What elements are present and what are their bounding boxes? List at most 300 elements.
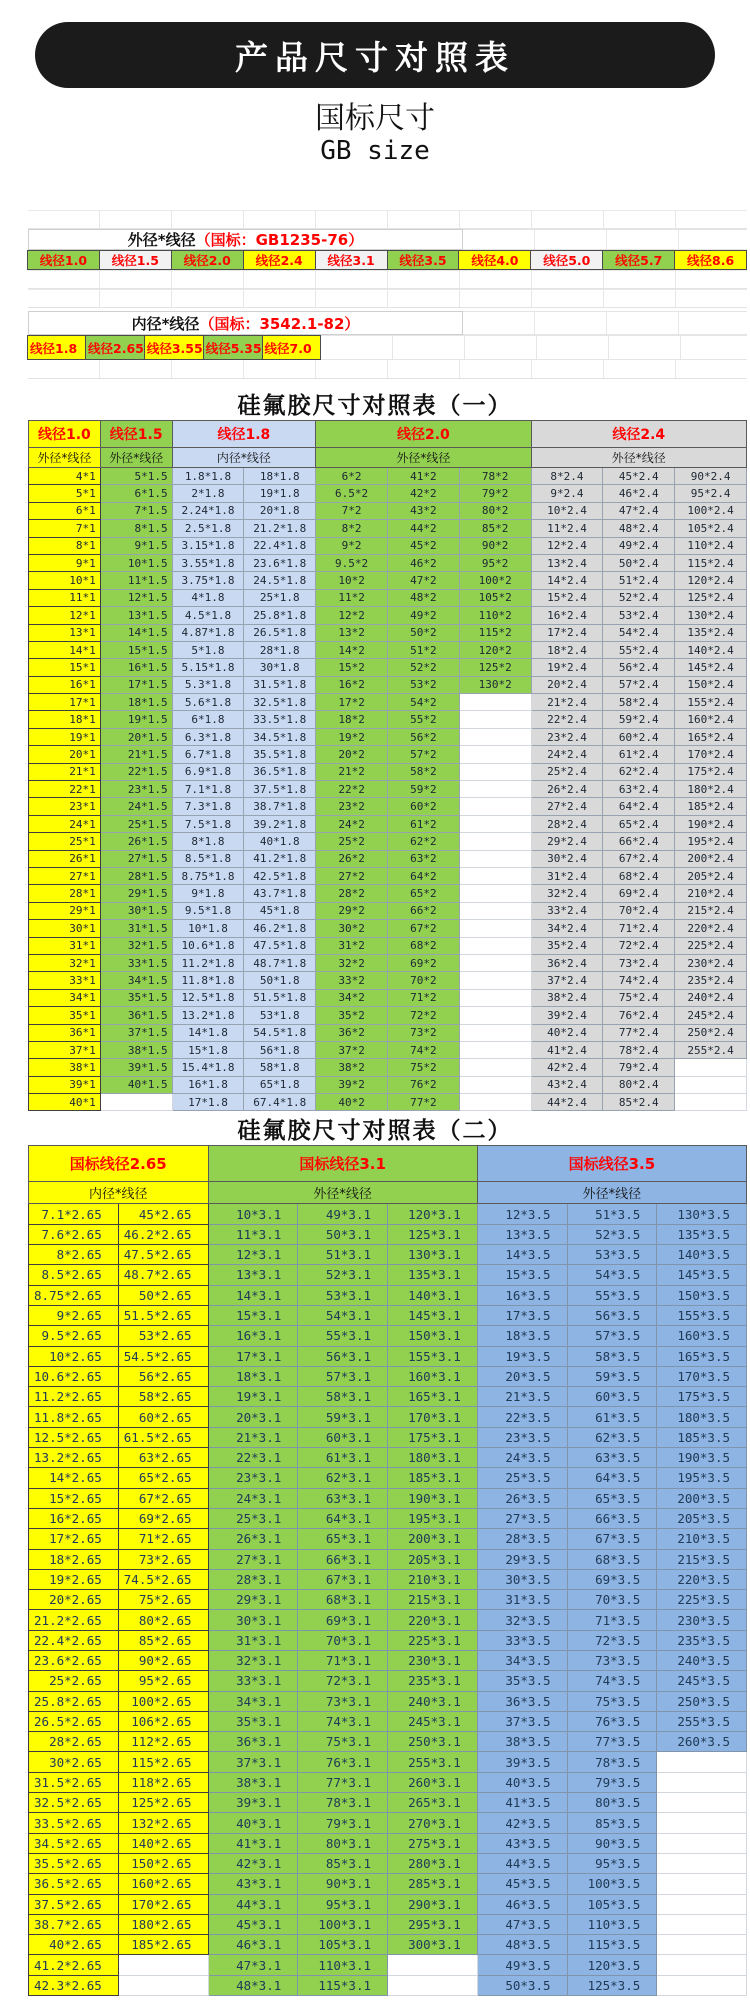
size-cell: 175*2.4 — [675, 763, 747, 780]
size-cell: 25*3.1 — [208, 1508, 298, 1528]
size-cell: 210*3.5 — [657, 1529, 747, 1549]
size-cell: 47.5*1.8 — [244, 937, 316, 954]
size-cell: 95*2.4 — [675, 485, 747, 502]
size-cell: 71*2.4 — [603, 920, 675, 937]
size-cell: 55*2.4 — [603, 641, 675, 658]
table-row — [29, 1772, 747, 1792]
size-cell: 56*2.4 — [603, 659, 675, 676]
size-cell: 11.8*1.8 — [172, 972, 244, 989]
size-cell: 8*1.8 — [172, 833, 244, 850]
col-group-subtitle: 外径*线径 — [208, 1182, 477, 1204]
size-cell: 17*2.65 — [29, 1529, 119, 1549]
size-cell: 49*2.4 — [603, 537, 675, 554]
size-cell: 31*3.5 — [477, 1590, 567, 1610]
size-cell: 75*2.65 — [118, 1590, 208, 1610]
table-row — [29, 1204, 747, 1224]
size-cell: 15*1.8 — [172, 1041, 244, 1058]
col-group-label: 线径2.4 — [531, 421, 746, 448]
size-cell — [459, 1094, 531, 1111]
size-cell: 28*2.4 — [531, 815, 603, 832]
size-cell: 80*2.65 — [118, 1610, 208, 1630]
size-cell: 61*2.4 — [603, 746, 675, 763]
size-cell: 32*3.1 — [208, 1650, 298, 1670]
wire-size-header: 线径8.6 — [674, 250, 747, 270]
size-cell: 9.5*2 — [316, 554, 388, 571]
size-cell: 155*2.4 — [675, 694, 747, 711]
size-cell: 52*3.1 — [298, 1265, 388, 1285]
size-cell: 29*2 — [316, 902, 388, 919]
size-cell: 29*2.4 — [531, 833, 603, 850]
size-cell: 20*3.5 — [477, 1366, 567, 1386]
size-cell: 24.5*1.8 — [244, 572, 316, 589]
size-cell: 11*3.1 — [208, 1224, 298, 1244]
size-cell: 19*3.1 — [208, 1387, 298, 1407]
size-cell — [459, 867, 531, 884]
size-cell: 68*3.1 — [298, 1590, 388, 1610]
size-cell: 16*2 — [316, 676, 388, 693]
table-row — [29, 1326, 747, 1346]
size-cell: 225*3.1 — [388, 1630, 478, 1650]
table-row — [29, 520, 747, 537]
size-cell: 44*3.5 — [477, 1853, 567, 1873]
size-cell: 2*1.8 — [172, 485, 244, 502]
table-row — [29, 624, 747, 641]
size-cell: 11*1.5 — [100, 572, 172, 589]
size-cell: 2.24*1.8 — [172, 502, 244, 519]
table-row — [29, 1366, 747, 1386]
table-row — [29, 850, 747, 867]
wire-size-header: 线径2.4 — [243, 250, 316, 270]
size-cell: 135*3.1 — [388, 1265, 478, 1285]
size-cell: 70*3.1 — [298, 1630, 388, 1650]
size-cell: 67*2.4 — [603, 850, 675, 867]
size-cell: 44*2 — [387, 520, 459, 537]
size-cell: 38.7*2.65 — [29, 1914, 119, 1934]
size-cell — [459, 746, 531, 763]
size-cell: 34*3.5 — [477, 1650, 567, 1670]
size-cell: 95*2.65 — [118, 1671, 208, 1691]
size-cell — [459, 989, 531, 1006]
table-row — [29, 1752, 747, 1772]
size-cell: 68*2.4 — [603, 867, 675, 884]
size-cell: 90*3.5 — [567, 1833, 657, 1853]
size-cell: 18*2.65 — [29, 1549, 119, 1569]
size-cell: 210*2.4 — [675, 885, 747, 902]
size-cell: 112*2.65 — [118, 1732, 208, 1752]
size-cell: 42*2 — [387, 485, 459, 502]
size-cell: 13*3.5 — [477, 1224, 567, 1244]
size-cell: 41*3.1 — [208, 1833, 298, 1853]
size-cell: 145*3.5 — [657, 1265, 747, 1285]
size-cell: 53*2.65 — [118, 1326, 208, 1346]
size-cell: 56*3.1 — [298, 1346, 388, 1366]
size-cell — [100, 1094, 172, 1111]
table-row — [29, 468, 747, 485]
size-cell: 23.6*2.65 — [29, 1650, 119, 1670]
size-cell: 16*1.5 — [100, 659, 172, 676]
wire-size-header: 线径1.0 — [27, 250, 100, 270]
size-cell: 47*3.5 — [477, 1914, 567, 1934]
table-row — [29, 711, 747, 728]
size-cell: 23*1.5 — [100, 781, 172, 798]
size-cell: 165*3.1 — [388, 1387, 478, 1407]
size-cell: 38*2 — [316, 1059, 388, 1076]
size-cell: 8*1 — [29, 537, 101, 554]
size-cell: 32.5*1.8 — [244, 694, 316, 711]
size-cell: 18*3.1 — [208, 1366, 298, 1386]
size-cell: 24*3.5 — [477, 1448, 567, 1468]
col-group-label: 国标线径3.5 — [477, 1146, 746, 1182]
size-cell: 230*3.5 — [657, 1610, 747, 1630]
size-cell: 26.5*2.65 — [29, 1711, 119, 1731]
size-cell: 34.5*1.8 — [244, 728, 316, 745]
size-cell — [657, 1955, 747, 1975]
size-cell — [459, 763, 531, 780]
size-cell: 9.5*2.65 — [29, 1326, 119, 1346]
size-cell: 53*3.1 — [298, 1285, 388, 1305]
size-cell — [657, 1793, 747, 1813]
size-cell: 46.2*1.8 — [244, 920, 316, 937]
size-cell: 25*1.8 — [244, 589, 316, 606]
size-cell: 30*2.4 — [531, 850, 603, 867]
table-row — [29, 1590, 747, 1610]
size-cell: 19*2 — [316, 728, 388, 745]
table-row — [29, 1024, 747, 1041]
size-cell: 85*2.65 — [118, 1630, 208, 1650]
col-group-label: 线径1.0 — [29, 421, 101, 448]
size-cell: 45*3.5 — [477, 1874, 567, 1894]
size-cell: 18*1.5 — [100, 694, 172, 711]
size-cell: 42.3*2.65 — [29, 1975, 119, 1995]
size-cell: 180*2.4 — [675, 781, 747, 798]
size-cell — [675, 1094, 747, 1111]
size-cell: 15*1 — [29, 659, 101, 676]
size-cell: 65*2.65 — [118, 1468, 208, 1488]
size-cell: 58*1.8 — [244, 1059, 316, 1076]
size-cell: 160*3.1 — [388, 1366, 478, 1386]
size-cell: 7.1*2.65 — [29, 1204, 119, 1224]
table-row — [29, 1955, 747, 1975]
size-cell: 34.5*2.65 — [29, 1833, 119, 1853]
size-cell: 25*1 — [29, 833, 101, 850]
size-cell: 36*2 — [316, 1024, 388, 1041]
table-row — [29, 1285, 747, 1305]
empty-grid-row — [28, 360, 747, 379]
size-cell: 67*2.65 — [118, 1488, 208, 1508]
size-cell: 118*2.65 — [118, 1772, 208, 1792]
table-row — [29, 1894, 747, 1914]
size-cell: 250*2.4 — [675, 1024, 747, 1041]
size-cell: 43.7*1.8 — [244, 885, 316, 902]
size-cell: 51.5*2.65 — [118, 1305, 208, 1325]
size-cell: 95*3.1 — [298, 1894, 388, 1914]
size-cell: 48*2 — [387, 589, 459, 606]
size-cell: 14*3.5 — [477, 1245, 567, 1265]
page-banner — [35, 22, 715, 88]
size-cell: 4.87*1.8 — [172, 624, 244, 641]
size-cell: 77*3.5 — [567, 1732, 657, 1752]
size-cell: 62*2 — [387, 833, 459, 850]
wire-size-header: 线径2.65 — [85, 335, 145, 360]
size-cell: 63*3.5 — [567, 1448, 657, 1468]
size-cell — [657, 1975, 747, 1995]
size-cell: 36*1 — [29, 1024, 101, 1041]
size-cell: 115*2.65 — [118, 1752, 208, 1772]
size-cell: 130*2.4 — [675, 607, 747, 624]
size-cell: 145*3.1 — [388, 1305, 478, 1325]
size-cell: 180*3.5 — [657, 1407, 747, 1427]
table-row — [29, 1041, 747, 1058]
size-cell: 71*2.65 — [118, 1529, 208, 1549]
size-cell: 26*1.5 — [100, 833, 172, 850]
table-row — [29, 1305, 747, 1325]
col-group-subtitle: 内径*线径 — [29, 1182, 209, 1204]
size-cell: 14*1.8 — [172, 1024, 244, 1041]
size-cell: 34*2 — [316, 989, 388, 1006]
size-cell: 44*3.1 — [208, 1894, 298, 1914]
size-cell: 18*1.8 — [244, 468, 316, 485]
size-cell: 49*2 — [387, 607, 459, 624]
table-row — [29, 1569, 747, 1589]
size-cell: 60*2 — [387, 798, 459, 815]
size-cell: 130*3.1 — [388, 1245, 478, 1265]
size-cell — [118, 1975, 208, 1995]
size-cell: 132*2.65 — [118, 1813, 208, 1833]
size-cell: 27*3.5 — [477, 1508, 567, 1528]
size-cell: 44*2.4 — [531, 1094, 603, 1111]
size-cell: 255*3.1 — [388, 1752, 478, 1772]
size-cell: 79*2.4 — [603, 1059, 675, 1076]
size-cell: 170*3.1 — [388, 1407, 478, 1427]
size-cell: 80*3.5 — [567, 1793, 657, 1813]
size-cell: 58*2.65 — [118, 1387, 208, 1407]
size-cell: 8*2.65 — [29, 1245, 119, 1265]
col-group-subtitle: 外径*线径 — [29, 448, 101, 468]
size-cell: 3.75*1.8 — [172, 572, 244, 589]
size-cell: 64*3.1 — [298, 1508, 388, 1528]
size-cell: 190*3.5 — [657, 1448, 747, 1468]
size-cell: 270*3.1 — [388, 1813, 478, 1833]
size-cell: 26*3.1 — [208, 1529, 298, 1549]
size-cell: 61.5*2.65 — [118, 1427, 208, 1447]
size-cell: 73*2 — [387, 1024, 459, 1041]
size-cell: 45*2 — [387, 537, 459, 554]
size-cell: 57*3.1 — [298, 1366, 388, 1386]
size-cell: 15*1.5 — [100, 641, 172, 658]
size-cell: 85*2.4 — [603, 1094, 675, 1111]
table1-title: 硅氟胶尺寸对照表（一） — [237, 393, 513, 419]
size-cell — [459, 1007, 531, 1024]
size-cell: 135*3.5 — [657, 1224, 747, 1244]
size-cell: 105*3.5 — [567, 1894, 657, 1914]
size-cell: 76*2.4 — [603, 1007, 675, 1024]
empty-grid-row — [28, 210, 747, 229]
size-cell: 85*3.1 — [298, 1853, 388, 1873]
size-cell: 245*2.4 — [675, 1007, 747, 1024]
size-cell: 71*2 — [387, 989, 459, 1006]
outer-table-title-row — [28, 229, 747, 250]
table-row — [29, 659, 747, 676]
size-cell: 28*1 — [29, 885, 101, 902]
size-cell: 105*2 — [459, 589, 531, 606]
table-row — [29, 572, 747, 589]
size-cell: 56*3.5 — [567, 1305, 657, 1325]
size-cell: 73*2.65 — [118, 1549, 208, 1569]
size-cell: 70*3.5 — [567, 1590, 657, 1610]
size-cell: 14*2.65 — [29, 1468, 119, 1488]
size-cell: 90*2 — [459, 537, 531, 554]
size-cell: 38.7*1.8 — [244, 798, 316, 815]
size-cell: 13*1.5 — [100, 607, 172, 624]
size-cell: 26*3.5 — [477, 1488, 567, 1508]
table-row — [29, 1610, 747, 1630]
size-cell: 230*2.4 — [675, 954, 747, 971]
size-cell: 35*1 — [29, 1007, 101, 1024]
size-cell: 8*2.4 — [531, 468, 603, 485]
table-row — [29, 1914, 747, 1934]
size-cell: 185*2.65 — [118, 1935, 208, 1955]
wire-size-header: 线径1.5 — [99, 250, 172, 270]
size-cell: 33.5*2.65 — [29, 1813, 119, 1833]
size-cell — [459, 972, 531, 989]
size-cell: 9*1.8 — [172, 885, 244, 902]
empty-grid-row — [28, 289, 747, 308]
size-cell: 250*3.1 — [388, 1732, 478, 1752]
size-cell: 21.2*1.8 — [244, 520, 316, 537]
size-cell: 160*3.5 — [657, 1326, 747, 1346]
size-cell: 120*3.1 — [388, 1204, 478, 1224]
table-row — [29, 1650, 747, 1670]
size-cell — [459, 798, 531, 815]
size-cell: 35*2 — [316, 1007, 388, 1024]
size-cell: 10*1.5 — [100, 554, 172, 571]
size-cell: 32*2.4 — [531, 885, 603, 902]
size-cell: 1.8*1.8 — [172, 468, 244, 485]
size-cell: 54*3.5 — [567, 1265, 657, 1285]
inner-table-title — [28, 311, 463, 335]
size-cell: 75*3.1 — [298, 1732, 388, 1752]
size-cell: 8*1.5 — [100, 520, 172, 537]
size-cell: 74*3.1 — [298, 1711, 388, 1731]
size-cell: 6*1 — [29, 502, 101, 519]
size-cell: 15*2 — [316, 659, 388, 676]
size-cell: 130*2 — [459, 676, 531, 693]
size-cell: 175*3.5 — [657, 1387, 747, 1407]
size-cell: 110*3.5 — [567, 1914, 657, 1934]
size-cell — [657, 1833, 747, 1853]
size-cell: 10.6*1.8 — [172, 937, 244, 954]
size-cell: 140*3.1 — [388, 1285, 478, 1305]
size-cell: 24*1 — [29, 815, 101, 832]
size-cell: 47*2.4 — [603, 502, 675, 519]
size-cell: 90*3.1 — [298, 1874, 388, 1894]
size-cell — [459, 1041, 531, 1058]
size-cell: 52*2.4 — [603, 589, 675, 606]
size-cell: 58*2 — [387, 763, 459, 780]
size-cell: 205*3.1 — [388, 1549, 478, 1569]
size-cell: 41*2 — [387, 468, 459, 485]
size-cell: 35.5*1.8 — [244, 746, 316, 763]
size-cell — [459, 954, 531, 971]
size-cell: 10.6*2.65 — [29, 1366, 119, 1386]
size-cell: 20*1.8 — [244, 502, 316, 519]
size-cell: 55*2 — [387, 711, 459, 728]
size-cell: 20*1.5 — [100, 728, 172, 745]
wire-size-header: 线径2.0 — [171, 250, 244, 270]
size-cell: 21*2 — [316, 763, 388, 780]
size-cell: 125*2 — [459, 659, 531, 676]
banner-title: 产品尺寸对照表 — [235, 37, 515, 77]
size-cell: 33*1.5 — [100, 954, 172, 971]
table-row — [29, 502, 747, 519]
size-cell: 23.6*1.8 — [244, 554, 316, 571]
size-cell: 40*2.4 — [531, 1024, 603, 1041]
size-cell: 40*1 — [29, 1094, 101, 1111]
table-row — [29, 798, 747, 815]
col-group-subtitle: 外径*线径 — [100, 448, 172, 468]
size-cell: 90*2.4 — [675, 468, 747, 485]
size-cell: 150*2.4 — [675, 676, 747, 693]
size-cell: 105*3.1 — [298, 1935, 388, 1955]
size-cell: 61*3.5 — [567, 1407, 657, 1427]
table-row — [29, 885, 747, 902]
size-cell — [388, 1955, 478, 1975]
size-cell: 7*2 — [316, 502, 388, 519]
size-cell: 65*3.1 — [298, 1529, 388, 1549]
table-row — [29, 1793, 747, 1813]
col-group-label: 线径2.0 — [316, 421, 531, 448]
size-cell: 73*2.4 — [603, 954, 675, 971]
size-cell: 160*2.4 — [675, 711, 747, 728]
size-cell — [657, 1853, 747, 1873]
size-cell — [459, 1076, 531, 1093]
size-cell — [657, 1874, 747, 1894]
size-cell: 11.2*2.65 — [29, 1387, 119, 1407]
size-cell: 38*2.4 — [531, 989, 603, 1006]
size-cell: 120*2.4 — [675, 572, 747, 589]
size-cell: 42.5*1.8 — [244, 867, 316, 884]
table-row — [29, 1732, 747, 1752]
size-cell: 34*1 — [29, 989, 101, 1006]
size-cell: 31*1.5 — [100, 920, 172, 937]
size-cell: 37*3.5 — [477, 1711, 567, 1731]
size-cell: 80*2.4 — [603, 1076, 675, 1093]
size-cell: 72*2 — [387, 1007, 459, 1024]
size-cell: 7.5*1.8 — [172, 815, 244, 832]
size-cell: 3.15*1.8 — [172, 537, 244, 554]
size-cell — [459, 850, 531, 867]
size-cell: 12*3.5 — [477, 1204, 567, 1224]
size-cell — [657, 1914, 747, 1934]
size-cell: 23*3.1 — [208, 1468, 298, 1488]
size-cell: 46*3.1 — [208, 1935, 298, 1955]
size-cell: 69*2.65 — [118, 1508, 208, 1528]
size-cell: 14*3.1 — [208, 1285, 298, 1305]
table-row — [29, 867, 747, 884]
size-cell: 24*2 — [316, 815, 388, 832]
size-cell: 12*2.4 — [531, 537, 603, 554]
subtitle-cn: 国标尺寸 — [315, 101, 435, 136]
outer-diameter-section — [28, 210, 747, 308]
size-cell: 275*3.1 — [388, 1833, 478, 1853]
size-cell: 75*3.5 — [567, 1691, 657, 1711]
size-cell: 55*3.1 — [298, 1326, 388, 1346]
size-cell: 33*2 — [316, 972, 388, 989]
size-cell: 48*3.5 — [477, 1935, 567, 1955]
size-cell: 105*2.4 — [675, 520, 747, 537]
table-row — [29, 781, 747, 798]
size-cell: 6*1.5 — [100, 485, 172, 502]
